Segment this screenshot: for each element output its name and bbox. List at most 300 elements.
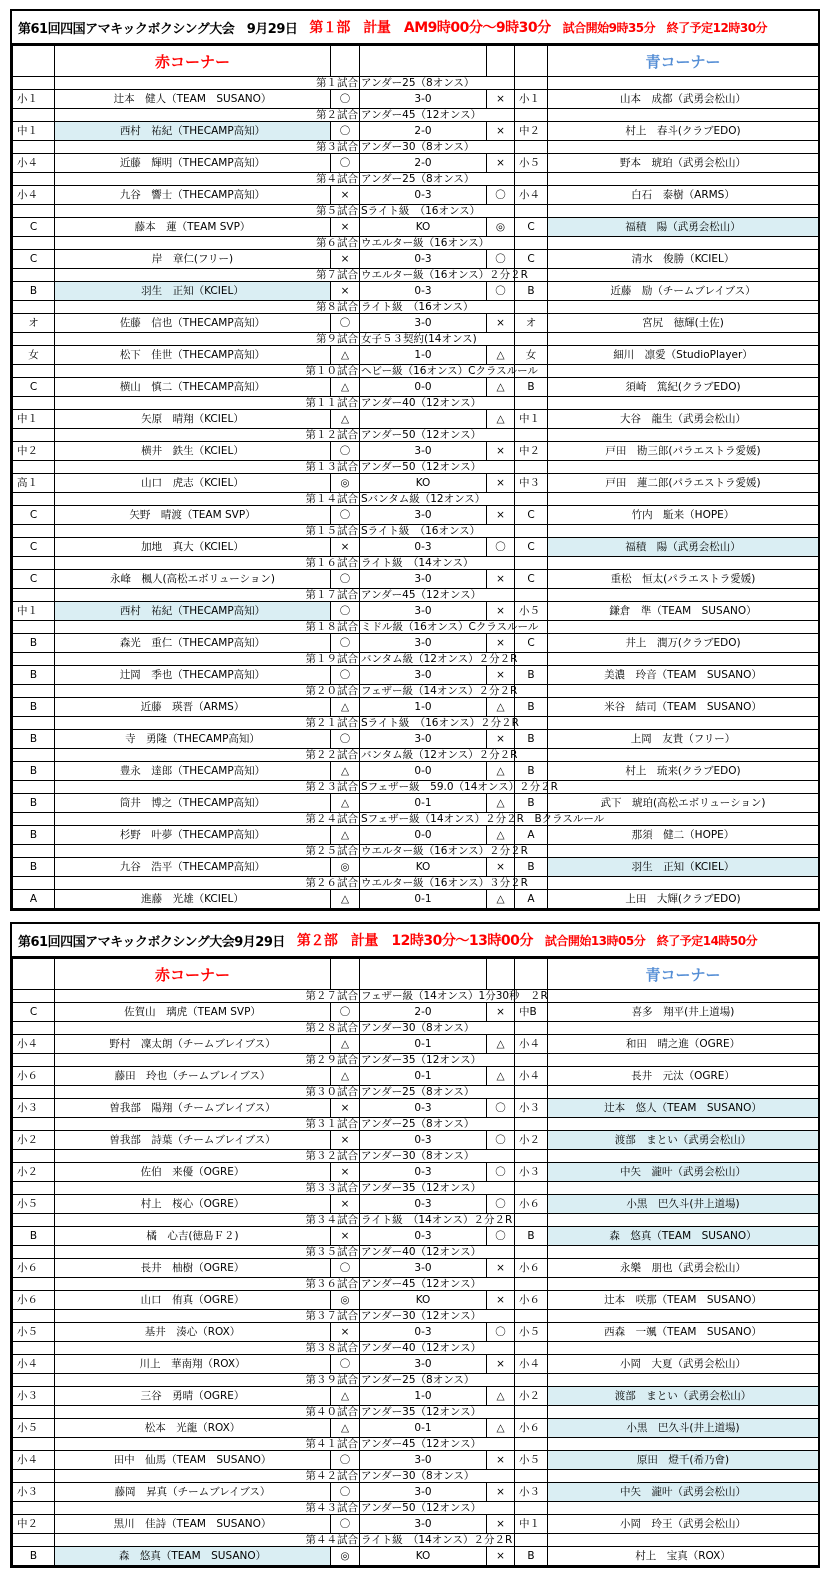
empty-cell (548, 1374, 819, 1387)
red-result-mark: × (331, 1099, 360, 1118)
match-number: 第１７試合 (55, 589, 360, 602)
weight-class: アンダー25（8オンス） (360, 77, 515, 90)
match-number: 第３７試合 (55, 1310, 360, 1323)
bout-row (13, 1035, 819, 1054)
red-result-mark: △ (331, 410, 360, 429)
match-number: 第８試合 (55, 301, 360, 314)
weight-class: アンダー45（12オンス） (360, 109, 515, 122)
empty-cell (13, 429, 55, 442)
red-fighter-name: 佐賀山 璃虎（TEAM SVP） (55, 1003, 331, 1022)
blue-division: B (515, 1547, 548, 1566)
red-division: C (13, 506, 55, 525)
match-number: 第３９試合 (55, 1374, 360, 1387)
red-result-mark: 〇 (331, 314, 360, 333)
bout-row (13, 1451, 819, 1470)
match-header-row (13, 1310, 819, 1323)
weight-class: アンダー40（12オンス） (360, 1342, 515, 1355)
empty-cell (548, 1342, 819, 1355)
red-result-mark: 〇 (331, 154, 360, 173)
blue-fighter-name: 武下 琥珀(高松エボリューション) (548, 794, 819, 813)
blue-fighter-name: 上田 大輝(クラブEDO) (548, 890, 819, 909)
match-number: 第４２試合 (55, 1470, 360, 1483)
blue-result-mark: △ (487, 698, 515, 717)
score: 3-0 (360, 1515, 487, 1534)
red-division: 小５ (13, 1419, 55, 1438)
blue-fighter-name: 中矢 瀧叶（武勇会松山） (548, 1163, 819, 1182)
match-header-row (13, 877, 819, 890)
empty-cell (548, 493, 819, 506)
red-fighter-name: 九谷 浩平（THECAMP高知） (55, 858, 331, 877)
bout-row (13, 762, 819, 781)
empty-cell (548, 1502, 819, 1515)
red-division: B (13, 794, 55, 813)
blue-result-mark: △ (487, 890, 515, 909)
empty-cell (548, 1054, 819, 1067)
empty-cell (515, 141, 548, 154)
blue-division: 小６ (515, 1259, 548, 1278)
red-result-mark: 〇 (331, 442, 360, 461)
blue-fighter-name: 森 悠真（TEAM SUSANO） (548, 1227, 819, 1246)
bout-row (13, 1163, 819, 1182)
empty-cell (13, 1438, 55, 1451)
blue-fighter-name: 戸田 勘三郎(パラエストラ愛媛) (548, 442, 819, 461)
red-division: 中２ (13, 1515, 55, 1534)
match-number: 第１３試合 (55, 461, 360, 474)
weight-class: ウエルター級（16オンス）３分２R (361, 877, 528, 889)
empty-cell (548, 685, 819, 698)
match-number: 第３６試合 (55, 1278, 360, 1291)
blue-result-mark: 〇 (487, 1163, 515, 1182)
match-number: 第３試合 (55, 141, 360, 154)
match-schedule: 試合開始9時35分 終了予定12時30分 (562, 20, 768, 35)
empty-cell (13, 109, 55, 122)
red-fighter-name: 西村 祐紀（THECAMP高知） (55, 602, 331, 621)
bout-row (13, 506, 819, 525)
red-result-mark: △ (331, 378, 360, 397)
weight-class: アンダー45（12オンス） (360, 1278, 515, 1291)
empty-cell (13, 1374, 55, 1387)
bout-row (13, 794, 819, 813)
match-header-row (13, 525, 819, 538)
weight-class: アンダー30（8オンス） (360, 1470, 515, 1483)
red-fighter-name: 橘 心吉(徳島Ｆ２) (55, 1227, 331, 1246)
empty-cell (515, 589, 548, 602)
match-header-row (13, 589, 819, 602)
blue-result-mark: × (487, 570, 515, 589)
blue-fighter-name: 重松 恒太(パラエストラ愛媛) (548, 570, 819, 589)
red-division: B (13, 698, 55, 717)
empty-cell (548, 781, 819, 794)
red-division: B (13, 666, 55, 685)
blue-fighter-name: 長井 元汰（OGRE） (548, 1067, 819, 1086)
match-header-row (13, 1022, 819, 1035)
bout-row (13, 1227, 819, 1246)
match-header-row (13, 653, 819, 666)
weight-class: アンダー30（8オンス） (360, 1150, 515, 1163)
empty-cell (548, 1182, 819, 1195)
match-header-row (13, 141, 819, 154)
weight-class: アンダー25（8オンス） (360, 1374, 515, 1387)
empty-cell (515, 1246, 548, 1259)
weight-class: アンダー25（8オンス） (360, 1118, 515, 1131)
red-division: A (13, 890, 55, 909)
score: 0-0 (360, 826, 487, 845)
bout-row (13, 474, 819, 493)
match-number: 第１８試合 (55, 621, 360, 634)
weight-class: ヘビー級（16オンス）Cクラスルール (361, 365, 538, 377)
blue-result-mark: × (487, 122, 515, 141)
bout-row (13, 1003, 819, 1022)
red-division: 小４ (13, 1451, 55, 1470)
blue-fighter-name: 辻本 悠人（TEAM SUSANO） (548, 1099, 819, 1118)
blue-result-mark: × (487, 1355, 515, 1374)
red-fighter-name: 筒井 博之（THECAMP高知） (55, 794, 331, 813)
red-fighter-name: 松本 光龍（ROX） (55, 1419, 331, 1438)
weight-class: バンタム級（12オンス）２分２R (361, 653, 518, 665)
red-fighter-name: 長井 柚樹（OGRE） (55, 1259, 331, 1278)
weight-class: アンダー35（12オンス） (360, 1182, 515, 1195)
blue-fighter-name: 大谷 龍生（武勇会松山） (548, 410, 819, 429)
score: 0-3 (360, 1323, 487, 1342)
empty-cell (548, 845, 819, 858)
score: 0-3 (360, 1227, 487, 1246)
match-number: 第２７試合 (55, 990, 360, 1003)
empty-cell (548, 1278, 819, 1291)
weight-class: Sライト級 （16オンス） (360, 525, 515, 538)
empty-cell (548, 653, 819, 666)
blue-result-mark: × (487, 602, 515, 621)
empty-cell (515, 1278, 548, 1291)
blue-division: 小３ (515, 1163, 548, 1182)
red-result-mark: 〇 (331, 1515, 360, 1534)
red-fighter-name: 西村 祐紀（THECAMP高知） (55, 122, 331, 141)
blue-division: C (515, 570, 548, 589)
empty-cell (548, 1214, 819, 1227)
red-fighter-name: 辻本 健人（TEAM SUSANO） (55, 90, 331, 109)
blue-division: 中２ (515, 442, 548, 461)
red-result-mark: △ (331, 826, 360, 845)
weight-class: ウエルター級（16オンス）２分２R (361, 845, 528, 857)
blue-result-mark: 〇 (487, 250, 515, 269)
empty-cell (13, 46, 55, 77)
bout-row (13, 378, 819, 397)
empty-cell (13, 781, 55, 794)
blue-fighter-name: 野本 琥珀（武勇会松山） (548, 154, 819, 173)
empty-cell (515, 205, 548, 218)
empty-cell (13, 1502, 55, 1515)
empty-cell (515, 333, 548, 346)
blue-fighter-name: 喜多 翔平(井上道場) (548, 1003, 819, 1022)
blue-result-mark: △ (487, 826, 515, 845)
blue-division: 小６ (515, 1195, 548, 1214)
blue-result-mark: × (487, 90, 515, 109)
blue-division: 小４ (515, 1067, 548, 1086)
empty-cell (13, 1022, 55, 1035)
empty-cell (548, 301, 819, 314)
blue-fighter-name: 那須 健二（HOPE） (548, 826, 819, 845)
weight-class: Sフェザー級 59.0（14オンス）２分２R (361, 781, 558, 793)
empty-cell (515, 1118, 548, 1131)
match-schedule: 試合開始13時05分 終了予定14時50分 (544, 933, 758, 948)
red-result-mark: × (331, 538, 360, 557)
red-fighter-name: 村上 桜心（OGRE） (55, 1195, 331, 1214)
empty-cell (13, 1246, 55, 1259)
weight-class: アンダー50（12オンス） (360, 429, 515, 442)
match-header-row (13, 1182, 819, 1195)
match-number: 第１９試合 (55, 653, 360, 666)
blue-result-mark: △ (487, 410, 515, 429)
bout-row (13, 1419, 819, 1438)
blue-division: 小６ (515, 1419, 548, 1438)
empty-cell (13, 1310, 55, 1323)
bout-table (12, 45, 819, 909)
weight-class: Sバンタム級（12オンス） (360, 493, 515, 506)
empty-cell (515, 1054, 548, 1067)
score: KO (360, 1291, 487, 1310)
weight-class: ライト級 （16オンス） (360, 301, 515, 314)
bout-row (13, 602, 819, 621)
red-result-mark: 〇 (331, 90, 360, 109)
blue-fighter-name: 福積 陽（武勇会松山） (548, 538, 819, 557)
bout-row (13, 858, 819, 877)
red-result-mark: × (331, 186, 360, 205)
match-header-row (13, 1438, 819, 1451)
blue-division: 中１ (515, 410, 548, 429)
match-number: 第２３試合 (55, 781, 360, 794)
blue-result-mark: △ (487, 378, 515, 397)
match-header-row (13, 461, 819, 474)
empty-cell (13, 1342, 55, 1355)
bout-row (13, 890, 819, 909)
match-header-row (13, 990, 819, 1003)
red-division: 高１ (13, 474, 55, 493)
score: 3-0 (360, 570, 487, 589)
blue-division: B (515, 698, 548, 717)
blue-fighter-name: 渡部 まとい（武勇会松山） (548, 1131, 819, 1150)
blue-fighter-name: 和田 晴之進（OGRE） (548, 1035, 819, 1054)
blue-result-mark: 〇 (487, 538, 515, 557)
blue-division: 小１ (515, 90, 548, 109)
red-division: C (13, 378, 55, 397)
empty-cell (548, 1086, 819, 1099)
red-division: 小５ (13, 1195, 55, 1214)
red-fighter-name: 寺 勇隆（THECAMP高知） (55, 730, 331, 749)
empty-cell (13, 959, 55, 990)
red-result-mark: 〇 (331, 506, 360, 525)
blue-division: B (515, 858, 548, 877)
blue-corner-header: 青コーナー (548, 959, 819, 990)
score: KO (360, 858, 487, 877)
match-number: 第１４試合 (55, 493, 360, 506)
score: 0-0 (360, 762, 487, 781)
red-fighter-name: 辻岡 季也（THECAMP高知） (55, 666, 331, 685)
match-header-row (13, 1086, 819, 1099)
red-division: B (13, 634, 55, 653)
blue-division: 小３ (515, 1483, 548, 1502)
blue-result-mark: △ (487, 1387, 515, 1406)
red-fighter-name: 羽生 正知（KCIEL） (55, 282, 331, 301)
match-number: 第２０試合 (55, 685, 360, 698)
blue-fighter-name: 小黒 巴久斗(井上道場) (548, 1419, 819, 1438)
weight-class: アンダー30（8オンス） (360, 1022, 515, 1035)
bout-row (13, 1131, 819, 1150)
blue-result-mark: △ (487, 1067, 515, 1086)
score: 0-1 (360, 890, 487, 909)
match-header-row (13, 493, 819, 506)
red-result-mark: × (331, 218, 360, 237)
empty-cell (548, 1150, 819, 1163)
weight-class: ミドル級（16オンス）Cクラスルール (361, 621, 539, 633)
empty-cell (13, 1534, 55, 1547)
bout-row (13, 250, 819, 269)
empty-cell (515, 46, 548, 77)
blue-fighter-name: 西森 一颯（TEAM SUSANO） (548, 1323, 819, 1342)
blue-fighter-name: 村上 琉来(クラブEDO) (548, 762, 819, 781)
match-number: 第７試合 (55, 269, 360, 282)
score: 3-0 (360, 1451, 487, 1470)
match-number: 第４試合 (55, 173, 360, 186)
red-division: オ (13, 314, 55, 333)
red-fighter-name: 豊永 達郎（THECAMP高知） (55, 762, 331, 781)
weight-class: アンダー25（8オンス） (360, 1086, 515, 1099)
red-result-mark: 〇 (331, 634, 360, 653)
score: 3-0 (360, 666, 487, 685)
red-division: B (13, 1227, 55, 1246)
empty-cell (13, 717, 55, 730)
match-header-row (13, 1214, 819, 1227)
blue-result-mark: 〇 (487, 1195, 515, 1214)
red-result-mark: × (331, 1323, 360, 1342)
match-header-row (13, 109, 819, 122)
red-result-mark: 〇 (331, 602, 360, 621)
blue-fighter-name: 小岡 大夏（武勇会松山） (548, 1355, 819, 1374)
match-header-row (13, 397, 819, 410)
match-header-row (13, 749, 819, 762)
red-fighter-name: 山口 侑真（OGRE） (55, 1291, 331, 1310)
red-fighter-name: 藤田 玲也（チームブレイブス） (55, 1067, 331, 1086)
bout-row (13, 666, 819, 685)
empty-cell (515, 397, 548, 410)
red-result-mark: △ (331, 890, 360, 909)
red-division: 小３ (13, 1483, 55, 1502)
match-header-row (13, 813, 819, 826)
blue-result-mark: × (487, 1291, 515, 1310)
empty-cell (548, 717, 819, 730)
empty-cell (13, 877, 55, 890)
red-result-mark: 〇 (331, 122, 360, 141)
blue-result-mark: × (487, 506, 515, 525)
weight-class: アンダー35（12オンス） (360, 1054, 515, 1067)
empty-cell (548, 749, 819, 762)
red-result-mark: 〇 (331, 666, 360, 685)
blue-result-mark: × (487, 1259, 515, 1278)
blue-fighter-name: 近藤 励（チームブレイブス） (548, 282, 819, 301)
red-result-mark: △ (331, 1067, 360, 1086)
match-header-row (13, 1150, 819, 1163)
red-result-mark: △ (331, 762, 360, 781)
title-bar (12, 11, 818, 45)
match-header-row (13, 1470, 819, 1483)
blue-fighter-name: 永樂 朋也（武勇会松山） (548, 1259, 819, 1278)
score: 1-0 (360, 346, 487, 365)
empty-cell (331, 959, 360, 990)
empty-cell (515, 557, 548, 570)
empty-cell (13, 333, 55, 346)
score: 3-0 (360, 1483, 487, 1502)
empty-cell (515, 109, 548, 122)
bout-row (13, 1387, 819, 1406)
empty-cell (13, 1406, 55, 1419)
empty-cell (515, 1182, 548, 1195)
blue-result-mark: × (487, 666, 515, 685)
bout-row (13, 154, 819, 173)
blue-division: 中B (515, 1003, 548, 1022)
blue-result-mark: △ (487, 1419, 515, 1438)
blue-division: B (515, 730, 548, 749)
red-division: 小２ (13, 1163, 55, 1182)
match-header-row (13, 301, 819, 314)
weight-class: ライト級 （14オンス）２分２R (360, 1534, 515, 1547)
blue-result-mark: △ (487, 762, 515, 781)
empty-cell (548, 429, 819, 442)
bout-row (13, 570, 819, 589)
weight-class: ライト級 （14オンス） (360, 557, 515, 570)
empty-cell (515, 173, 548, 186)
red-division: 小２ (13, 1131, 55, 1150)
blue-fighter-name: 原田 燈千(希乃會) (548, 1451, 819, 1470)
bout-row (13, 410, 819, 429)
bout-row (13, 314, 819, 333)
blue-fighter-name: 山本 成都（武勇会松山） (548, 90, 819, 109)
red-division: 中１ (13, 410, 55, 429)
empty-cell (487, 959, 515, 990)
bout-row (13, 218, 819, 237)
red-result-mark: ◎ (331, 474, 360, 493)
red-result-mark: 〇 (331, 1355, 360, 1374)
red-division: C (13, 1003, 55, 1022)
blue-result-mark: × (487, 1003, 515, 1022)
red-fighter-name: 九谷 響士（THECAMP高知） (55, 186, 331, 205)
red-fighter-name: 近藤 輝明（THECAMP高知） (55, 154, 331, 173)
score: 0-1 (360, 794, 487, 813)
weight-class: アンダー45（12オンス） (360, 589, 515, 602)
red-result-mark: 〇 (331, 1451, 360, 1470)
blue-fighter-name: 戸田 蓮二郎(パラエストラ愛媛) (548, 474, 819, 493)
score: 3-0 (360, 90, 487, 109)
blue-division: B (515, 378, 548, 397)
weight-class: フェザー級（14オンス）２分２R (361, 685, 518, 697)
score: KO (360, 1547, 487, 1566)
empty-cell (548, 365, 819, 378)
bout-row (13, 186, 819, 205)
match-header-row (13, 1054, 819, 1067)
score: 2-0 (360, 1003, 487, 1022)
blue-result-mark: × (487, 442, 515, 461)
weight-class: ウエルター級（16オンス） (360, 237, 515, 250)
empty-cell (548, 877, 819, 890)
red-fighter-name: 森 悠真（TEAM SUSANO） (55, 1547, 331, 1566)
match-number: 第３５試合 (55, 1246, 360, 1259)
red-result-mark: △ (331, 1419, 360, 1438)
blue-fighter-name: 竹内 駈来（HOPE） (548, 506, 819, 525)
match-number: 第３０試合 (55, 1086, 360, 1099)
empty-cell (515, 959, 548, 990)
match-number: 第２試合 (55, 109, 360, 122)
score: 0-0 (360, 378, 487, 397)
match-number: 第４４試合 (55, 1534, 360, 1547)
red-result-mark: ◎ (331, 1547, 360, 1566)
match-number: 第３３試合 (55, 1182, 360, 1195)
